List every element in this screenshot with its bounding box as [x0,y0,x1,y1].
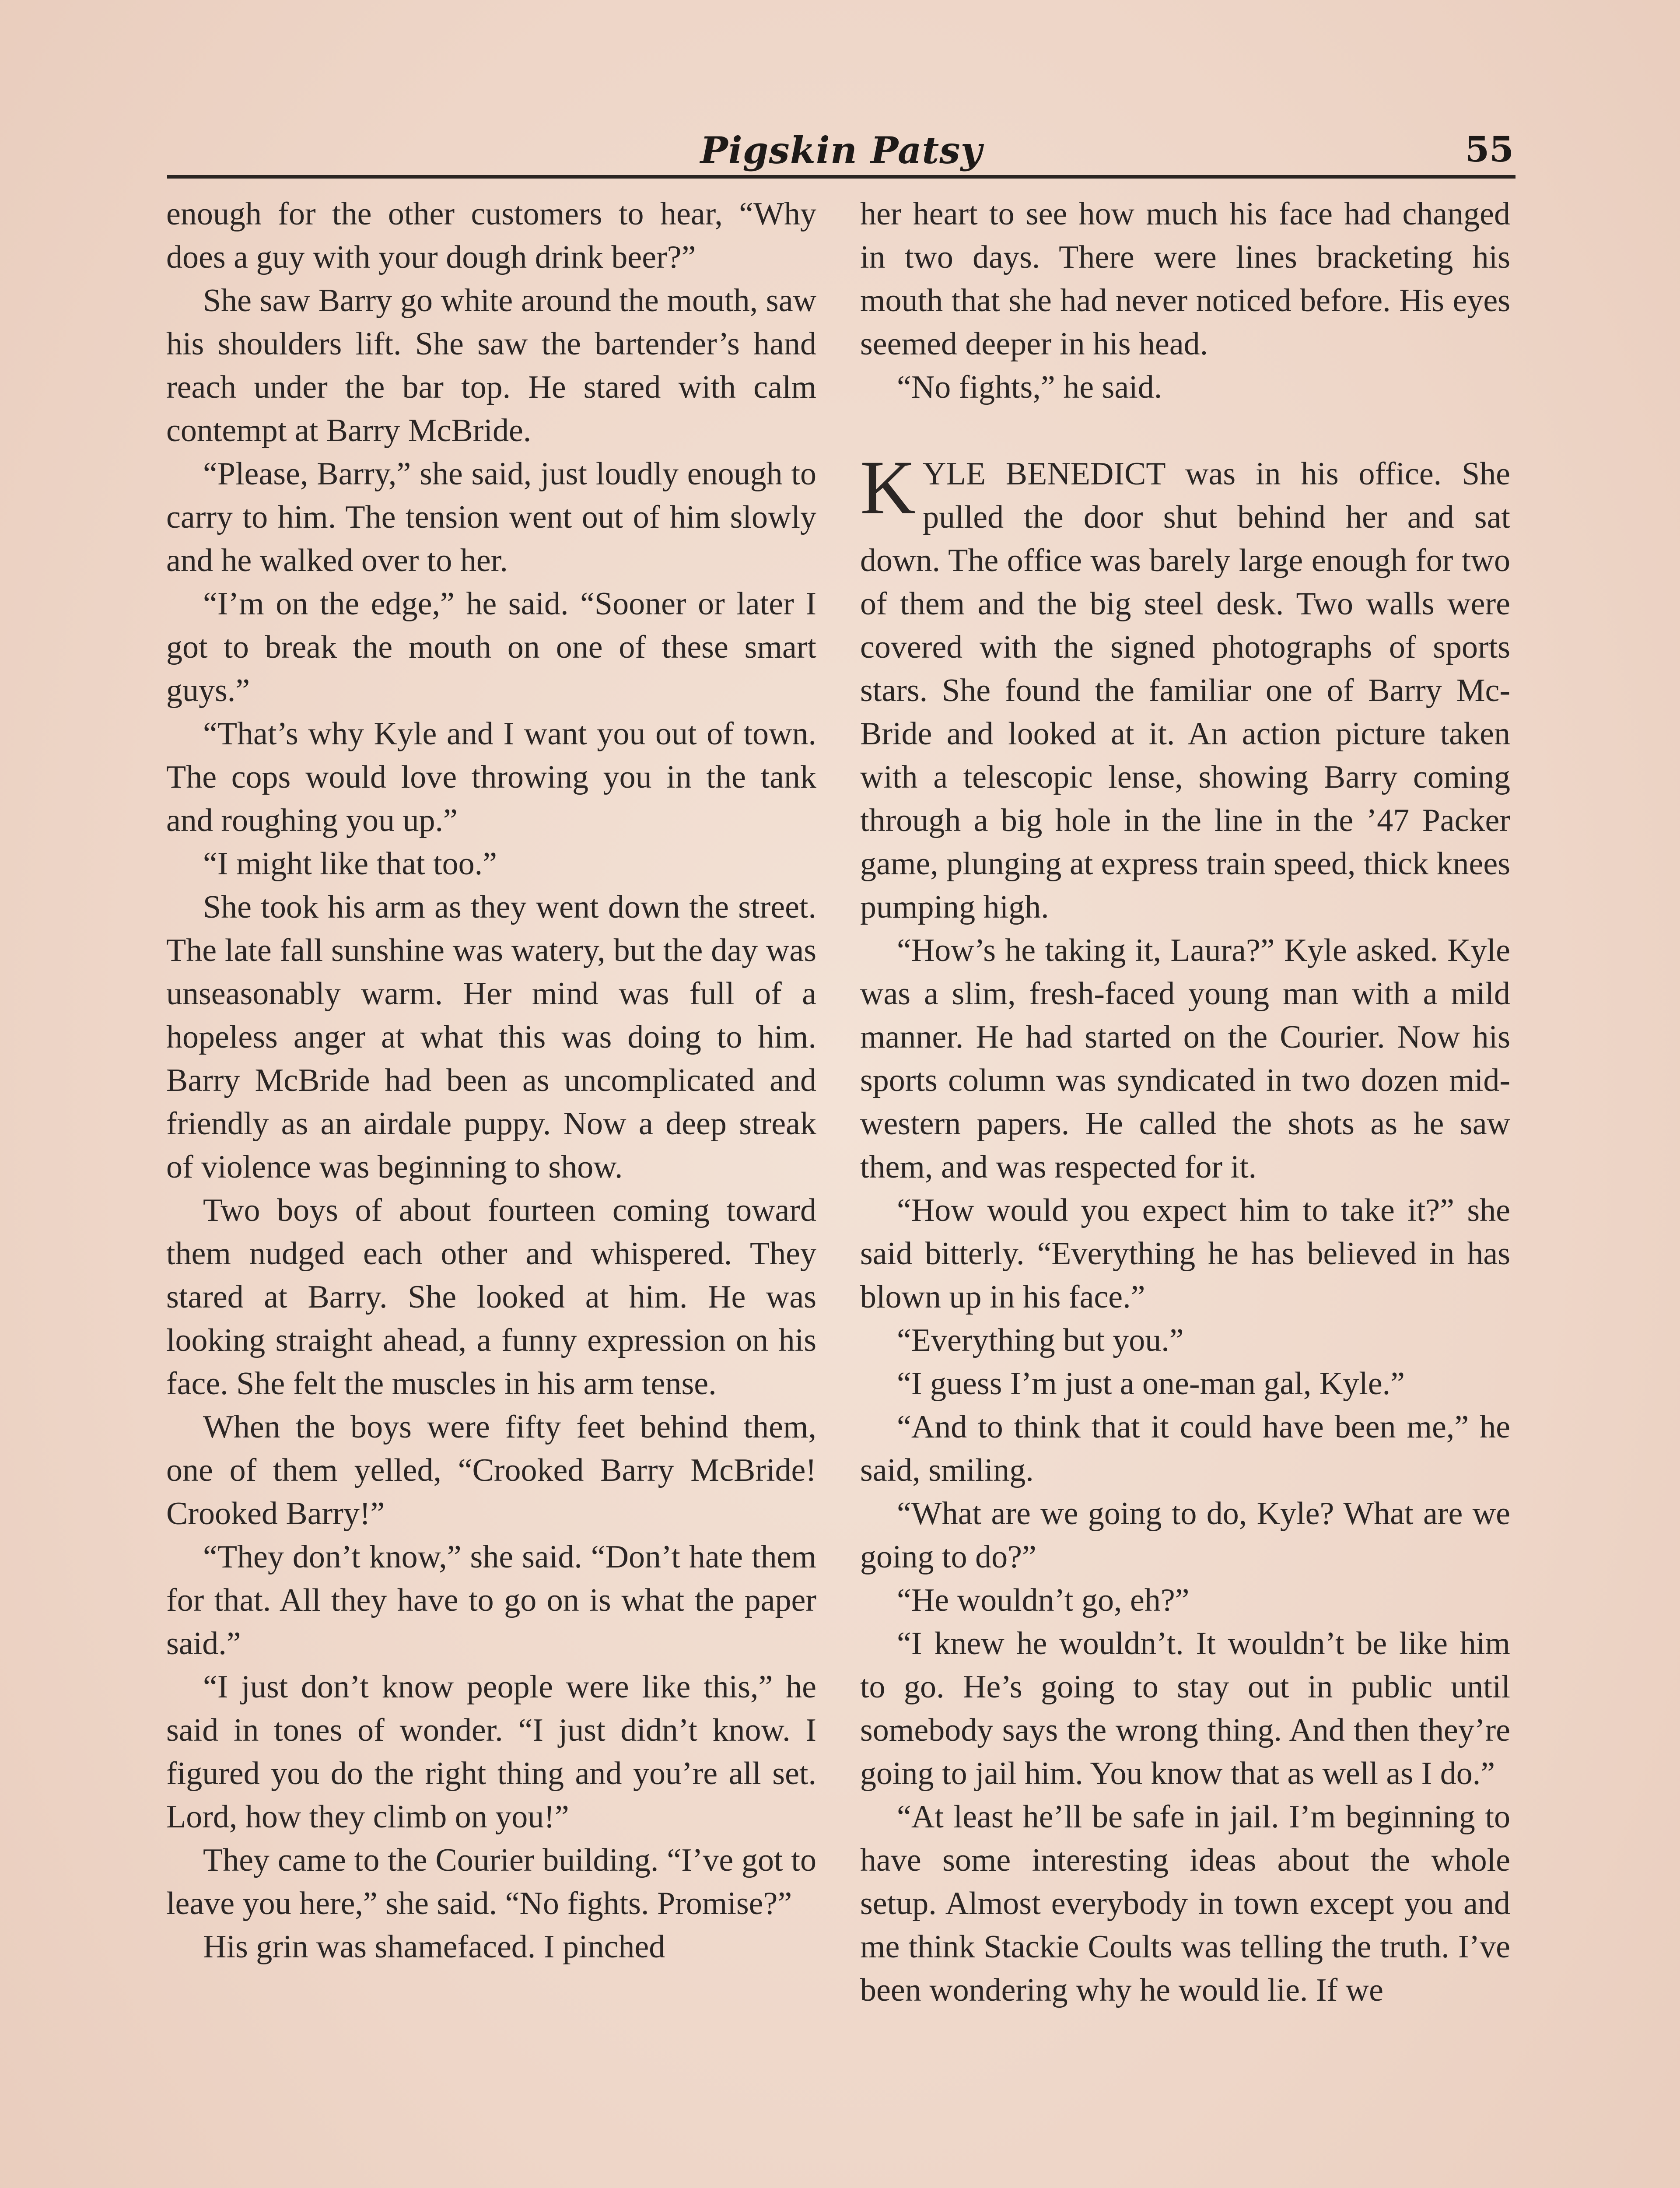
paragraph: They came to the Courier building. “I’ve got to leave you here,” she said. “No fights. Promise?” [166,1842,816,1922]
paragraph: “How would you expect him to take it?” she said bitterly. “Everything he has believed in has blown up in his face.” [860,1192,1510,1315]
paragraph: Two boys of about fourteen coming toward them nudged each other and whispered. They stared at Barry. She looked at him. He was looking straight ahead, a funny expression on his face. She felt the muscles in his arm tense. [166,1192,816,1402]
paragraph: “How’s he taking it, Laura?” Kyle asked. Kyle was a slim, fresh-faced young man with a mild manner. He had started on the Courier. Now his sports column was syndicated in two dozen mid-western papers. He called the shots as he saw them, and was respected for it. [860,933,1510,1185]
paragraph: “I guess I’m just a one-man gal, Kyle.” [897,1366,1405,1402]
paragraph: “That’s why Kyle and I want you out of town. The cops would love throwing you in the tank and roughing you up.” [166,716,816,838]
paragraph: enough for the other customers to hear, “Why does a guy with your dough drink beer?” [166,196,816,275]
paragraph: “Please, Barry,” she said, just loudly enough to carry to him. The tension went out of him slowly and he walked over to her. [166,456,816,579]
paragraph: When the boys were fifty feet behind them, one of them yelled, “Crooked Barry McBride! Crooked Barry!” [166,1409,816,1532]
running-header [167,127,1516,179]
paragraph: “I’m on the edge,” he said. “Sooner or later I got to break the mouth on one of these smart guys.” [166,586,816,708]
section-opening-text: YLE BENEDICT was in his office. She pulled the door shut behind her and sat down. The office was barely large enough for two of them and the big steel desk. Two walls were covered with the signed photographs of sports stars. She found the familiar one of Barry McBride and looked at it. An action picture taken with a telescopic lense, showing Barry coming through a big hole in the line in the ’47 Packer game, plunging at express train speed, thick knees pumping high. [860,456,1510,925]
drop-cap: K [860,445,916,530]
paragraph: She saw Barry go white around the mouth, saw his shoulders lift. She saw the bartender’s hand reach under the bar top. He stared with calm contempt at Barry McBride. [166,283,816,449]
right-column [860,193,1510,2012]
paragraph: “And to think that it could have been me,” he said, smiling. [860,1409,1510,1488]
paragraph: His grin was shamefaced. I pinched [203,1929,665,1965]
page-number: 55 [1465,129,1514,170]
paragraph: her heart to see how much his face had changed in two days. There were lines bracketing his mouth that she had never noticed before. His eyes seemed deeper in his head. [860,196,1510,362]
paragraph: “At least he’ll be safe in jail. I’m beginning to have some interesting ideas about the whole setup. Almost everybody in town except you and me think Stackie Coults was telling the truth. I’ve been wondering why he would lie. If we [860,1799,1510,2008]
paragraph: “They don’t know,” she said. “Don’t hate them for that. All they have to go on is what the paper said.” [166,1539,816,1662]
paragraph: “What are we going to do, Kyle? What are we going to do?” [860,1496,1510,1575]
paragraph: She took his arm as they went down the street. The late fall sunshine was watery, but the day was unseasonably warm. Her mind was full of a hopeless anger at what this was doing to him. Barry McBride had been as uncomplicated and friendly as an airdale puppy. Now a deep streak of violence was beginning to show. [166,889,816,1185]
left-column [166,193,816,1969]
paragraph: “I knew he wouldn’t. It wouldn’t be like him to go. He’s going to stay out in public until somebody says the wrong thing. And then they’re going to jail him. You know that as well as I do.” [860,1626,1510,1792]
section-opening-paragraph [860,445,1510,929]
paragraph: “I might like that too.” [203,846,497,882]
running-title: Pigskin Patsy [700,129,983,172]
paragraph: “No fights,” he said. [897,369,1162,405]
paragraph: “I just don’t know people were like this,” he said in tones of wonder. “I just didn’t know. I figured you do the right thing and you’re all set. Lord, how they climb on you!” [166,1669,816,1835]
paragraph: “He wouldn’t go, eh?” [897,1582,1190,1618]
paragraph: “Everything but you.” [897,1322,1184,1358]
